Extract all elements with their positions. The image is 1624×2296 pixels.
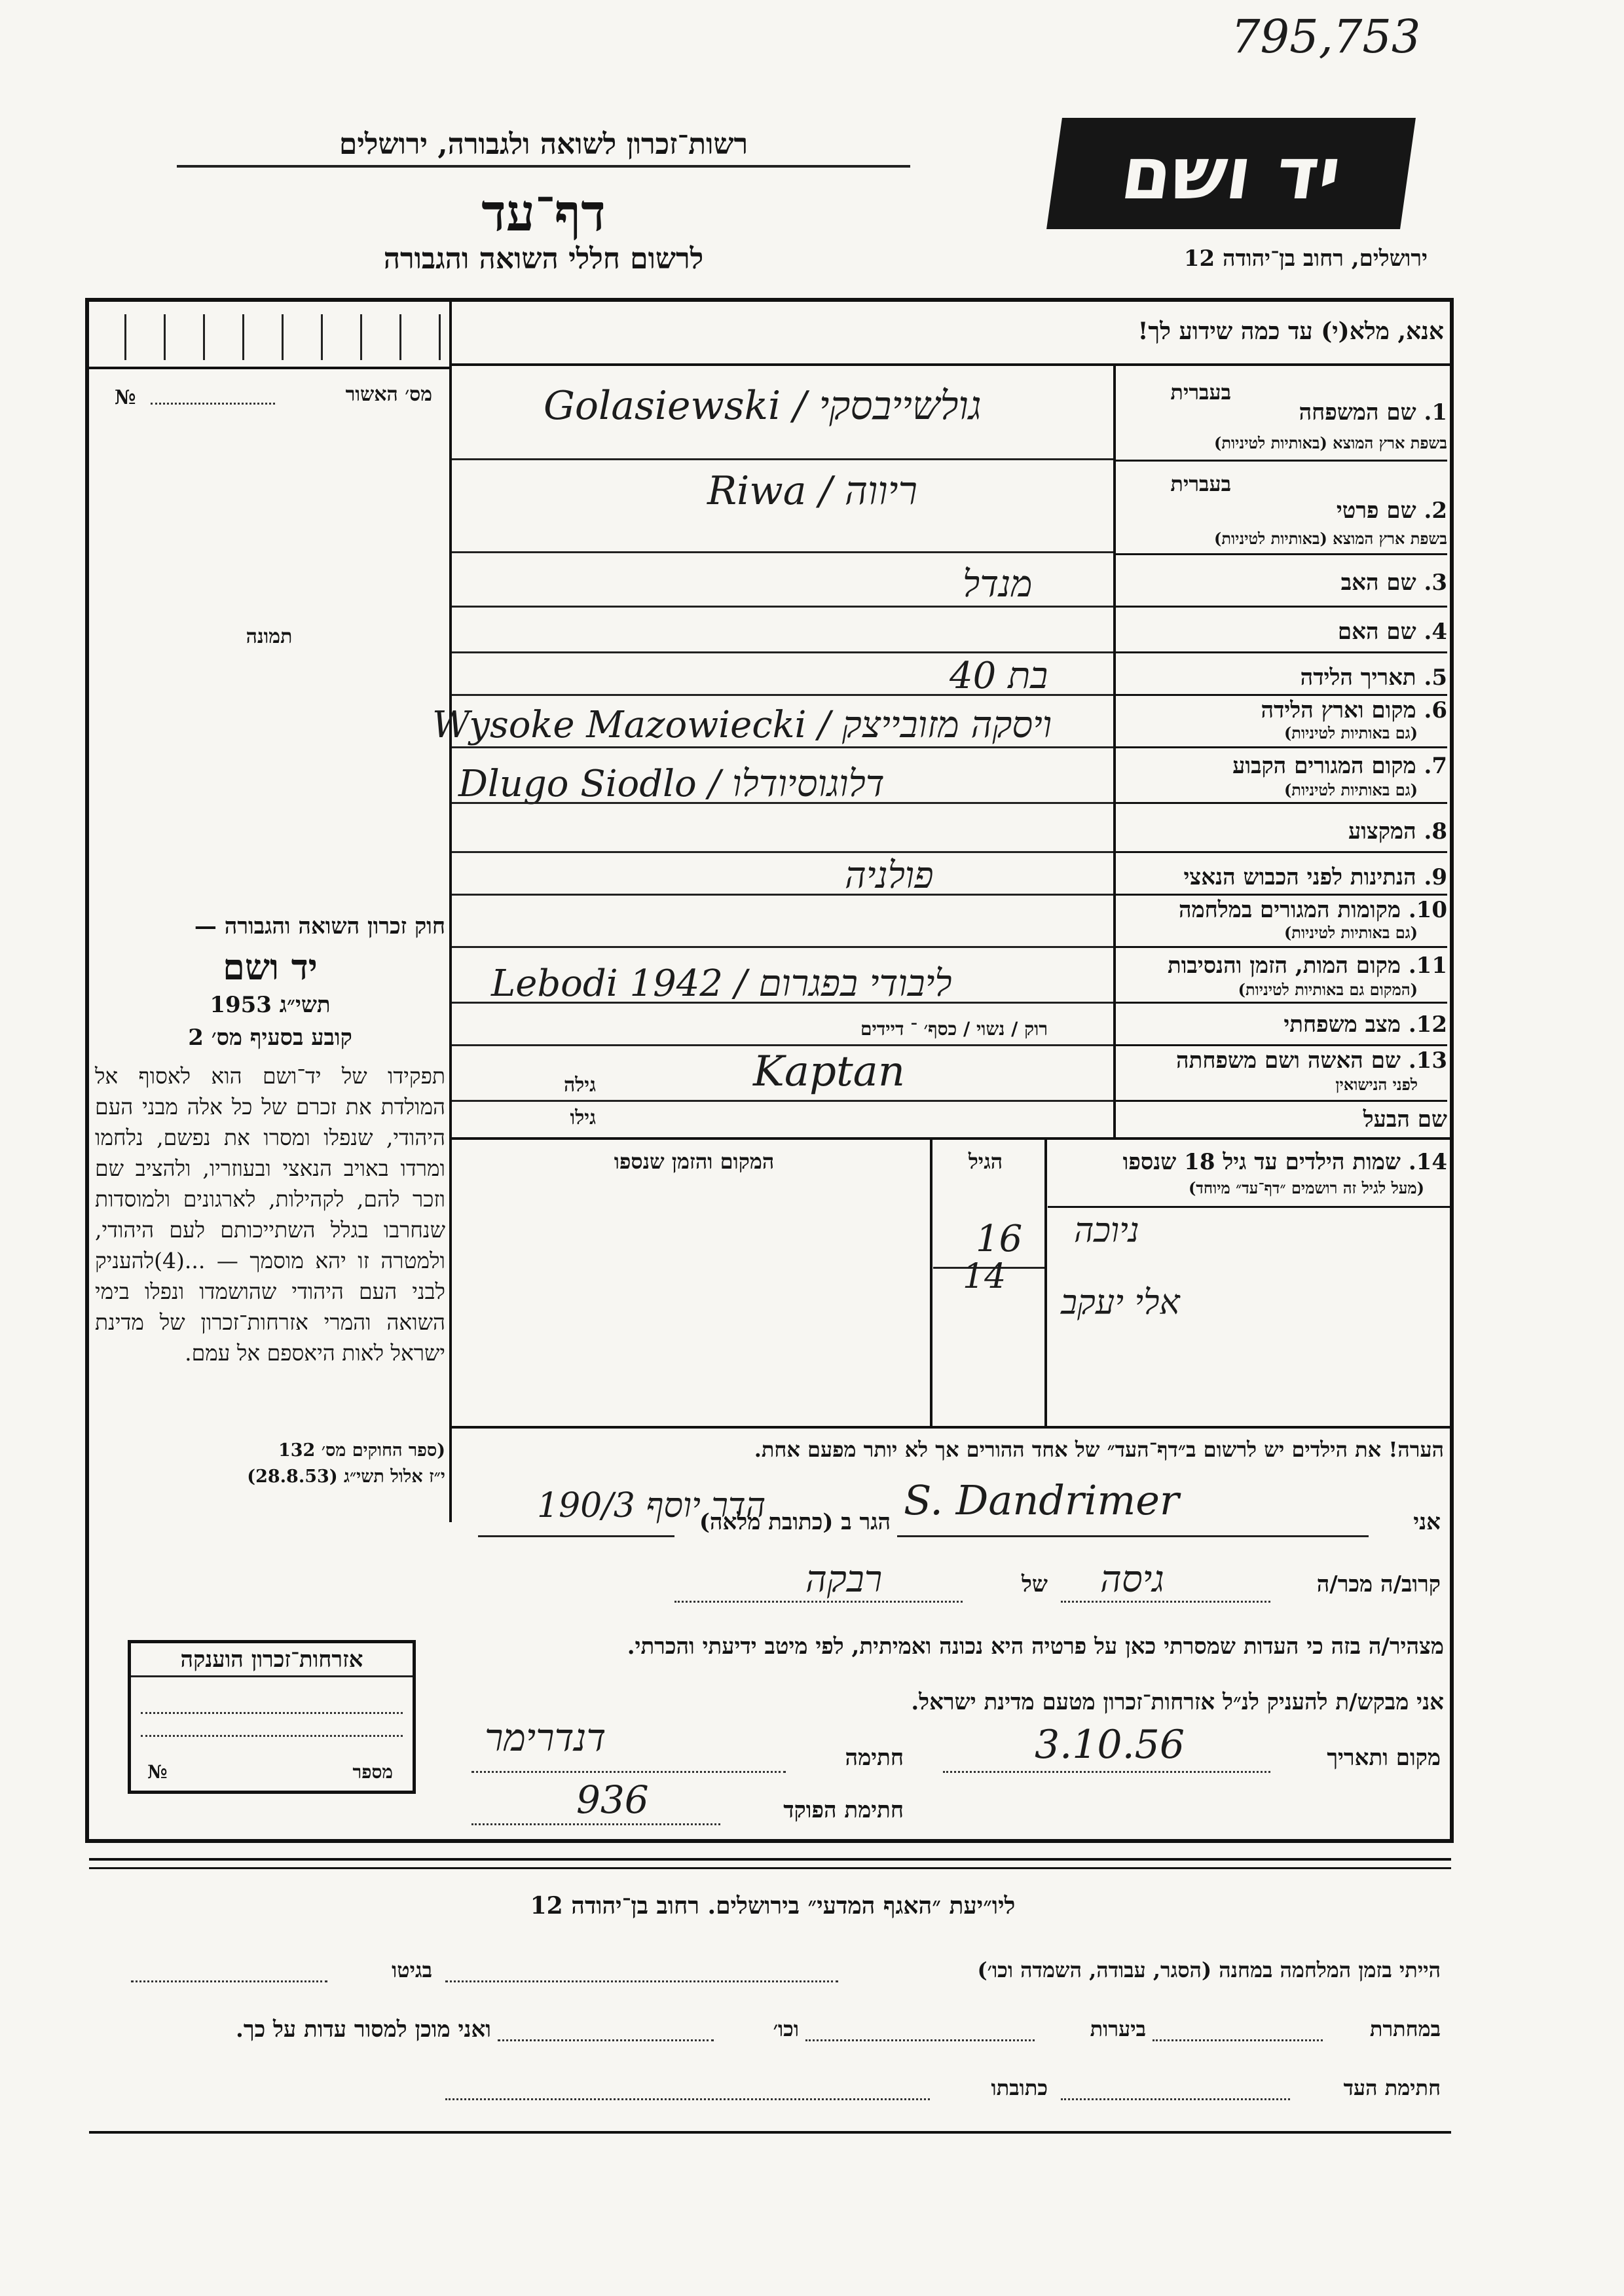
field-8-label: 8. המקצוע xyxy=(1348,818,1447,845)
field-12-line xyxy=(452,1044,1113,1046)
form-subtitle: לרשום חללי השואה והגבורה xyxy=(383,242,704,276)
field-12-label: 12. מצב משפחתי xyxy=(1283,1011,1447,1038)
field-10-sub: (גם באותיות לטיניות) xyxy=(1283,923,1418,942)
bottom-rule xyxy=(89,2131,1451,2134)
child-2-age: 14 xyxy=(963,1257,1006,1296)
field-5-rule xyxy=(1116,694,1447,696)
signature-value: דנדרימר xyxy=(485,1715,606,1760)
law-ref-2: י״ז אלול תשי״ג (28.8.53) xyxy=(247,1467,445,1487)
field-1-rule xyxy=(1116,460,1447,462)
field-6-value: Wysoke Mazowiecki / ויסקה מזובייצק xyxy=(432,704,1052,746)
field-husband-label: שם הבעל xyxy=(1363,1106,1447,1133)
note-text: הערה! את הילדים יש לרשום ב״דף־העד״ של אחד ההורים אך לא יותר מפעם אחת. xyxy=(754,1437,1444,1462)
relation-value: גיסה xyxy=(1100,1558,1164,1601)
footer-line2-b: ביערות xyxy=(1090,2016,1146,2041)
field-husband-rule xyxy=(452,1137,1450,1140)
field-6-sub: (גם באותיות לטיניות) xyxy=(1283,723,1418,742)
citizenship-line-1 xyxy=(141,1712,403,1714)
field-11-line xyxy=(452,1002,1113,1004)
officer-label: חתימת הפוקד xyxy=(783,1797,904,1823)
field-5-label: 5. תאריך הלידה xyxy=(1300,665,1447,691)
field-4-rule xyxy=(1116,651,1447,653)
field-13-rule xyxy=(1116,1100,1447,1102)
field-13-label: 13. שם האשה ושם משפחתה xyxy=(1176,1048,1447,1074)
footer-line2-dots-a xyxy=(1153,2039,1323,2041)
field-2-lang: בעברית xyxy=(1170,471,1231,496)
footer-line3-b: כתובתו xyxy=(991,2075,1048,2100)
declarant-residing-label: הגר ב (כתובת מלאה) xyxy=(699,1509,891,1535)
field-9-value: פולניה xyxy=(845,854,934,897)
field-13-value: Kaptan xyxy=(753,1048,906,1096)
field-7-label: 7. מקום המגורים הקבוע xyxy=(1232,753,1447,779)
marital-options: רוק / נשוי / כסף׳ ־ דיידים xyxy=(860,1018,1048,1040)
label-column-divider xyxy=(1113,365,1116,1137)
law-clause: קובע בסעיף מס׳ 2 xyxy=(188,1025,352,1051)
field-1-line xyxy=(452,458,1113,460)
footer-line3-a: חתימת העד xyxy=(1343,2075,1441,2100)
law-name: יד ושם xyxy=(223,946,318,988)
approval-no-line xyxy=(151,403,275,405)
field-9-line xyxy=(452,894,1113,896)
request-text: אני מבקש/ת להעניק לנ״ל אזרחות־זכרון מטעם מדינת ישראל. xyxy=(911,1689,1444,1715)
field-8-line xyxy=(452,851,1113,853)
field-3-value: מנדל xyxy=(963,563,1033,606)
field-8-rule xyxy=(1116,851,1447,853)
field-6-rule xyxy=(1116,746,1447,748)
field-7-line xyxy=(452,802,1113,804)
field-6-line xyxy=(452,746,1113,748)
field-3-label: 3. שם האב xyxy=(1340,570,1447,596)
left-rule xyxy=(89,367,449,369)
field-11-sub: (המקום גם באותיות לטיניות) xyxy=(1238,980,1418,999)
archive-number: 795,753 xyxy=(1231,10,1421,64)
field-2-label: 2. שם פרטי xyxy=(1336,498,1447,524)
law-ref-1: (ספר החוקים מס׳ 132 xyxy=(278,1440,445,1461)
left-column-divider xyxy=(449,298,452,1522)
children-col-divider-2 xyxy=(930,1139,932,1427)
field-10-line xyxy=(452,946,1113,948)
declarant-address-line xyxy=(478,1535,674,1537)
citizenship-box-title: אזרחות־זכרון הוענקה xyxy=(131,1647,413,1677)
yad-vashem-logo xyxy=(1046,118,1416,229)
place-date-value: 3.10.56 xyxy=(1035,1722,1185,1768)
law-year: תשי״ג 1953 xyxy=(210,992,331,1018)
authority-title: רשות־זכרון לשואה ולגבורה, ירושלים xyxy=(177,128,910,168)
officer-value: 936 xyxy=(576,1777,649,1822)
footer-rule-2 xyxy=(89,1867,1451,1869)
field-1-label: 1. שם המשפחה xyxy=(1299,399,1447,426)
field-7-sub: (גם באותיות לטיניות) xyxy=(1283,780,1418,799)
field-3-line xyxy=(452,606,1113,608)
footer-line2-dots-b xyxy=(805,2039,1035,2041)
field-1-sub: בשפת ארץ המוצא (באותיות לטיניות) xyxy=(1214,433,1447,452)
field-5-value: בת 40 xyxy=(950,655,1048,697)
law-body: תפקידו של יד־ושם הוא לאסוף אל המולדת את זכרם של כל אלה מבני העם היהודי, שנפלו ומסרו את נפשם, נלחמו ומרדו באויב הנאצי ובעוזריו, ולהציב שם וזכר להם, לקהילות, לארגונים ולמוסדות שנחרבו בגלל השתייכותם לעם היהודי, ולמטרה זו יהא מוסמך — ...(4)להעניק לבני העם היהודי שהושמדו ונפלו בימי השואה והמרי אזרחות־זכרון של מדינת ישראל לאות היאספם אל עמם. xyxy=(95,1063,445,1366)
footer-line1-a: הייתי בזמן המלחמה במחנה (הסגר, עבודה, השמדה וכו׳) xyxy=(977,1958,1441,1982)
field-10-rule xyxy=(1116,946,1447,948)
citizenship-line-2 xyxy=(141,1735,403,1737)
signature-line xyxy=(471,1771,786,1773)
field-6-label: 6. מקום וארץ הלידה xyxy=(1261,697,1447,723)
field-10-label: 10. מקומות המגורים במלחמה xyxy=(1178,897,1447,923)
approval-no-label: מס׳ האשור xyxy=(345,383,432,406)
field-2-rule xyxy=(1116,553,1447,555)
field-5-line xyxy=(452,694,1113,696)
place-date-line xyxy=(943,1771,1270,1773)
field-9-label: 9. הנתינות לפני הכבוש הנאצי xyxy=(1183,864,1447,890)
children-subtitle: (מעל לגיל זה רושמים ״דף־עד״ מיוחד) xyxy=(1188,1178,1424,1197)
relative-label: קרוב/ה מכר/ה xyxy=(1316,1571,1441,1597)
footer-line2-dots-c xyxy=(498,2039,714,2041)
children-bottom-rule xyxy=(452,1426,1450,1429)
field-13-line xyxy=(452,1100,1113,1102)
wife-age-label: גילה xyxy=(563,1074,596,1097)
footer-line3-dots-a xyxy=(1061,2098,1290,2100)
of-label: של xyxy=(1022,1571,1048,1597)
citizenship-number-label: מספר xyxy=(352,1761,393,1783)
field-1-value: Golasiewski / גולשייבסקי xyxy=(544,383,982,429)
relation-line xyxy=(1061,1601,1270,1603)
place-date-label: מקום ותאריך xyxy=(1327,1745,1441,1771)
footer-line1-b: בגיטו xyxy=(392,1958,432,1982)
declarant-name-line xyxy=(897,1535,1369,1537)
intro-rule xyxy=(452,363,1450,366)
of-line xyxy=(674,1601,963,1603)
footer-rule-1 xyxy=(89,1858,1451,1861)
field-4-line xyxy=(452,651,1113,653)
field-9-rule xyxy=(1116,894,1447,896)
footer-line2-a: במחתרת xyxy=(1369,2016,1441,2041)
tick-boxes xyxy=(124,314,441,360)
field-11-label: 11. מקום המות, הזמן והנסיבות xyxy=(1167,953,1447,979)
of-value: רבקה xyxy=(805,1558,883,1601)
footer-line1-dots-b xyxy=(131,1980,327,1982)
signature-label: חתימה xyxy=(845,1745,904,1771)
field-2-line xyxy=(452,551,1113,553)
logo-text: יד ושם xyxy=(1116,132,1346,215)
children-col-place: המקום והזמן שנספו xyxy=(614,1149,775,1174)
field-2-sub: בשפת ארץ המוצא (באותיות לטיניות) xyxy=(1214,529,1447,548)
child-2-name: אלי יעקב xyxy=(1061,1283,1180,1322)
footer-line2-d: ואני מוכן למסור עדות על כך. xyxy=(236,2016,491,2043)
child-1-name: ניוכה xyxy=(1074,1211,1139,1250)
officer-line xyxy=(471,1823,720,1825)
field-13-sub: לפני הנישואין xyxy=(1335,1075,1418,1094)
field-11-value: Lebodi 1942 / ליבודי בפגרום xyxy=(491,962,952,1005)
footer-line2-c: וכו׳ xyxy=(773,2016,799,2041)
approval-no-mark: № xyxy=(115,386,136,409)
field-3-rule xyxy=(1116,606,1447,608)
address-header: ירושלים, רחוב בן־יהודה 12 xyxy=(1183,246,1428,272)
field-12-rule xyxy=(1116,1044,1447,1046)
intro-text: אנא, מלא(י) עד כמה שידוע לך! xyxy=(1137,318,1444,345)
declarant-i-label: אני xyxy=(1413,1509,1441,1535)
footer-line3-dots-b xyxy=(445,2098,930,2100)
children-col-divider-1 xyxy=(1044,1139,1047,1427)
field-7-rule xyxy=(1116,802,1447,804)
field-4-label: 4. שם האם xyxy=(1337,619,1447,645)
children-col-age: הגיל xyxy=(968,1149,1003,1174)
husband-age-label: גילו xyxy=(570,1106,596,1129)
law-title: חוק זכרון השואה והגבורה — xyxy=(194,913,445,939)
field-1-lang: בעברית xyxy=(1170,380,1231,405)
field-7-value: Dlugo Siodlo / דלוגוסיודלו xyxy=(458,763,885,805)
footer-line1-dots-a xyxy=(445,1980,838,1982)
declarant-name: S. Dandrimer xyxy=(904,1476,1179,1524)
photo-label: תמונה xyxy=(246,625,293,648)
children-title: 14. שמות הילדים עד גיל 18 שנספו xyxy=(1122,1149,1447,1175)
form-title: דף־עד xyxy=(481,183,606,243)
declarant-address: הדר יוסף 190/3 xyxy=(537,1486,766,1525)
field-2-value: Riwa / ריווה xyxy=(707,468,917,514)
field-11-rule xyxy=(1116,1002,1447,1004)
child-1-age: 16 xyxy=(976,1218,1023,1260)
declaration-text: מצהיר/ה בזה כי העדות שמסרתי כאן על פרטיה היא נכונה ואמיתית, לפי מיטב ידיעתי והכרתי. xyxy=(627,1633,1444,1660)
footer-title: ליו״יעת ״האגף המדעי״ בירושלים. רחוב בן־יהודה 12 xyxy=(530,1892,1016,1920)
children-header-rule xyxy=(1048,1206,1450,1208)
citizenship-number-mark: № xyxy=(147,1761,168,1783)
